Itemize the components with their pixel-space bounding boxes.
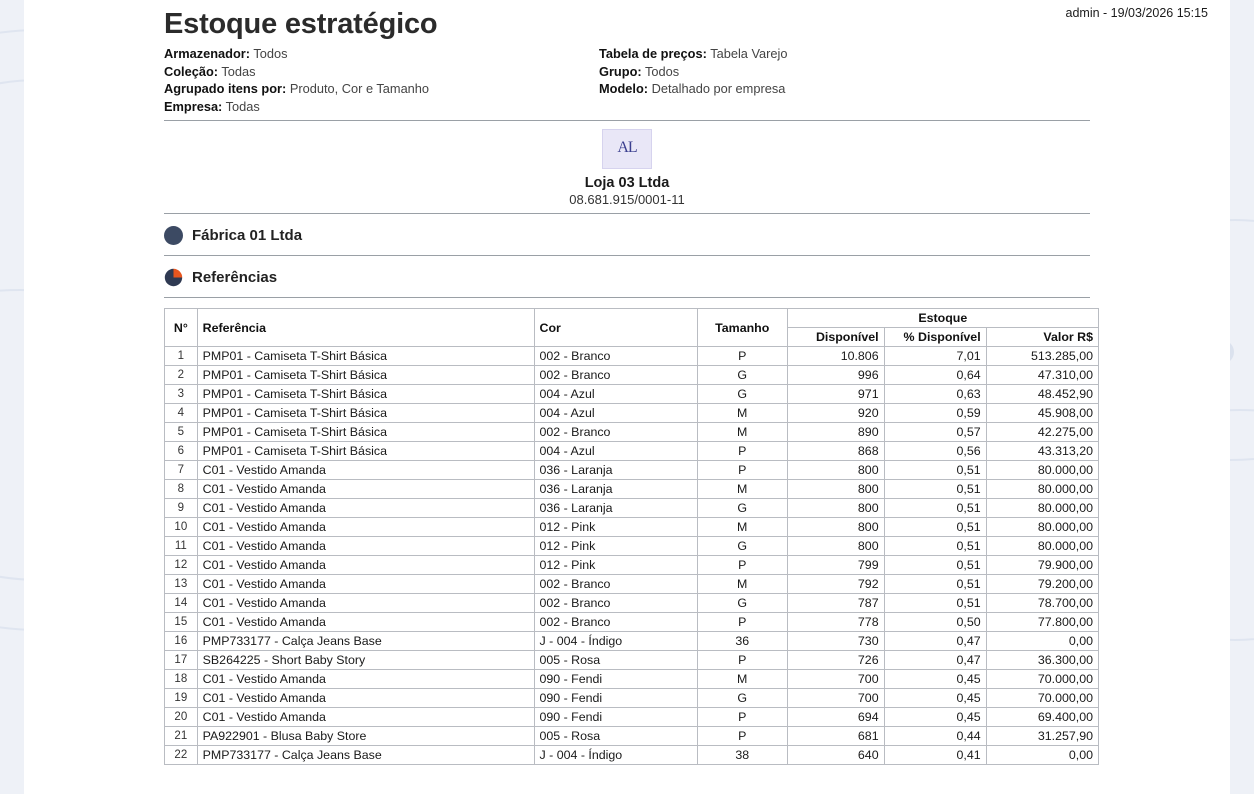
cell-valor: 513.285,00 bbox=[986, 347, 1098, 366]
cell-cor: 036 - Laranja bbox=[534, 461, 697, 480]
page-title: Estoque estratégico bbox=[164, 8, 438, 40]
table-row bbox=[165, 670, 1099, 689]
cell-valor: 77.800,00 bbox=[986, 613, 1098, 632]
cell-disponivel: 800 bbox=[787, 499, 884, 518]
company-document: 08.681.915/0001-11 bbox=[569, 192, 685, 207]
cell-disponivel: 971 bbox=[787, 385, 884, 404]
report-parameters bbox=[164, 45, 1206, 115]
cell-valor: 78.700,00 bbox=[986, 594, 1098, 613]
cell-referencia: C01 - Vestido Amanda bbox=[197, 556, 534, 575]
cell-disponivel: 792 bbox=[787, 575, 884, 594]
cell-percent-disponivel: 0,51 bbox=[884, 575, 986, 594]
cell-cor: 004 - Azul bbox=[534, 442, 697, 461]
table-row bbox=[165, 366, 1099, 385]
cell-tamanho: M bbox=[697, 423, 787, 442]
cell-cor: 002 - Branco bbox=[534, 575, 697, 594]
cell-tamanho: M bbox=[697, 575, 787, 594]
cell-referencia: C01 - Vestido Amanda bbox=[197, 708, 534, 727]
cell-valor: 31.257,90 bbox=[986, 727, 1098, 746]
cell-numero: 16 bbox=[165, 632, 198, 651]
cell-cor: 036 - Laranja bbox=[534, 499, 697, 518]
cell-tamanho: G bbox=[697, 366, 787, 385]
cell-tamanho: P bbox=[697, 461, 787, 480]
parameter-label: Coleção: bbox=[164, 63, 219, 79]
cell-disponivel: 800 bbox=[787, 537, 884, 556]
table-row bbox=[165, 594, 1099, 613]
cell-percent-disponivel: 0,63 bbox=[884, 385, 986, 404]
cell-referencia: C01 - Vestido Amanda bbox=[197, 670, 534, 689]
cell-tamanho: 36 bbox=[697, 632, 787, 651]
pie-chart-icon bbox=[164, 268, 183, 287]
cell-numero: 5 bbox=[165, 423, 198, 442]
cell-percent-disponivel: 0,51 bbox=[884, 518, 986, 537]
parameter-label: Tabela de preços: bbox=[599, 46, 707, 61]
cell-valor: 80.000,00 bbox=[986, 537, 1098, 556]
cell-percent-disponivel: 0,41 bbox=[884, 746, 986, 765]
cell-percent-disponivel: 0,57 bbox=[884, 423, 986, 442]
cell-valor: 80.000,00 bbox=[986, 518, 1098, 537]
cell-disponivel: 920 bbox=[787, 404, 884, 423]
cell-percent-disponivel: 0,64 bbox=[884, 366, 986, 385]
table-row bbox=[165, 404, 1099, 423]
cell-valor: 80.000,00 bbox=[986, 480, 1098, 499]
cell-tamanho: P bbox=[697, 442, 787, 461]
cell-tamanho: M bbox=[697, 518, 787, 537]
column-header-valor: Valor R$ bbox=[986, 328, 1098, 347]
cell-disponivel: 778 bbox=[787, 613, 884, 632]
parameter-value: Tabela Varejo bbox=[710, 46, 788, 61]
cell-numero: 15 bbox=[165, 613, 198, 632]
cell-valor: 79.900,00 bbox=[986, 556, 1098, 575]
cell-cor: 002 - Branco bbox=[534, 594, 697, 613]
cell-referencia: PMP01 - Camiseta T-Shirt Básica bbox=[197, 347, 534, 366]
cell-cor: 012 - Pink bbox=[534, 518, 697, 537]
table-row bbox=[165, 727, 1099, 746]
cell-percent-disponivel: 0,47 bbox=[884, 632, 986, 651]
company-name: Loja 03 Ltda bbox=[584, 175, 670, 191]
cell-numero: 10 bbox=[165, 518, 198, 537]
cell-referencia: PMP01 - Camiseta T-Shirt Básica bbox=[197, 442, 534, 461]
cell-numero: 8 bbox=[165, 480, 198, 499]
cell-percent-disponivel: 0,50 bbox=[884, 613, 986, 632]
cell-referencia: C01 - Vestido Amanda bbox=[197, 499, 534, 518]
cell-cor: 012 - Pink bbox=[534, 556, 697, 575]
cell-cor: J - 004 - Índigo bbox=[534, 632, 697, 651]
parameter-value: Todas bbox=[221, 63, 256, 79]
parameter-modelo bbox=[599, 80, 1019, 98]
cell-disponivel: 800 bbox=[787, 461, 884, 480]
cell-tamanho: P bbox=[697, 708, 787, 727]
parameter-label: Empresa: bbox=[164, 98, 223, 114]
cell-tamanho: M bbox=[697, 480, 787, 499]
table-body bbox=[165, 347, 1099, 765]
cell-valor: 80.000,00 bbox=[986, 461, 1098, 480]
cell-referencia: PMP01 - Camiseta T-Shirt Básica bbox=[197, 423, 534, 442]
circle-icon bbox=[164, 226, 183, 245]
cell-tamanho: P bbox=[697, 613, 787, 632]
column-header-referencia: Referência bbox=[197, 309, 534, 347]
table-row bbox=[165, 537, 1099, 556]
cell-disponivel: 700 bbox=[787, 689, 884, 708]
cell-cor: 002 - Branco bbox=[534, 347, 697, 366]
cell-valor: 70.000,00 bbox=[986, 670, 1098, 689]
company-logo bbox=[602, 129, 652, 169]
cell-numero: 9 bbox=[165, 499, 198, 518]
cell-valor: 0,00 bbox=[986, 746, 1098, 765]
column-header-tamanho: Tamanho bbox=[697, 309, 787, 347]
cell-referencia: C01 - Vestido Amanda bbox=[197, 461, 534, 480]
cell-percent-disponivel: 0,47 bbox=[884, 651, 986, 670]
cell-numero: 6 bbox=[165, 442, 198, 461]
cell-referencia: PMP01 - Camiseta T-Shirt Básica bbox=[197, 385, 534, 404]
table-row bbox=[165, 746, 1099, 765]
cell-cor: 012 - Pink bbox=[534, 537, 697, 556]
table-row bbox=[165, 575, 1099, 594]
stock-table bbox=[164, 308, 1099, 765]
cell-disponivel: 800 bbox=[787, 480, 884, 499]
column-header-cor: Cor bbox=[534, 309, 697, 347]
parameter-tabela-de-precos bbox=[599, 45, 1019, 63]
cell-referencia: C01 - Vestido Amanda bbox=[197, 518, 534, 537]
cell-percent-disponivel: 0,51 bbox=[884, 461, 986, 480]
cell-numero: 13 bbox=[165, 575, 198, 594]
cell-numero: 19 bbox=[165, 689, 198, 708]
cell-percent-disponivel: 7,01 bbox=[884, 347, 986, 366]
cell-valor: 43.313,20 bbox=[986, 442, 1098, 461]
table-row bbox=[165, 499, 1099, 518]
cell-percent-disponivel: 0,51 bbox=[884, 537, 986, 556]
column-group-header-estoque: Estoque bbox=[787, 309, 1098, 328]
cell-percent-disponivel: 0,45 bbox=[884, 689, 986, 708]
cell-referencia: SB264225 - Short Baby Story bbox=[197, 651, 534, 670]
section-divider-2 bbox=[164, 297, 1090, 298]
parameter-value: Produto, Cor e Tamanho bbox=[289, 81, 430, 96]
stock-table-container bbox=[164, 308, 1093, 765]
cell-disponivel: 700 bbox=[787, 670, 884, 689]
cell-cor: 005 - Rosa bbox=[534, 727, 697, 746]
cell-cor: J - 004 - Índigo bbox=[534, 746, 697, 765]
table-header-group-row bbox=[165, 309, 1099, 328]
cell-referencia: PMP733177 - Calça Jeans Base bbox=[197, 632, 534, 651]
cell-valor: 79.200,00 bbox=[986, 575, 1098, 594]
cell-disponivel: 800 bbox=[787, 518, 884, 537]
cell-percent-disponivel: 0,45 bbox=[884, 708, 986, 727]
parameter-colecao bbox=[164, 63, 599, 81]
cell-disponivel: 868 bbox=[787, 442, 884, 461]
parameters-right-column bbox=[599, 45, 1019, 115]
cell-valor: 0,00 bbox=[986, 632, 1098, 651]
cell-referencia: PMP733177 - Calça Jeans Base bbox=[197, 746, 534, 765]
cell-referencia: PMP01 - Camiseta T-Shirt Básica bbox=[197, 404, 534, 423]
parameter-value: Todas bbox=[225, 98, 260, 114]
cell-percent-disponivel: 0,45 bbox=[884, 670, 986, 689]
cell-tamanho: P bbox=[697, 556, 787, 575]
table-row bbox=[165, 613, 1099, 632]
cell-cor: 090 - Fendi bbox=[534, 708, 697, 727]
parameter-agrupado-itens-por bbox=[164, 80, 599, 98]
cell-valor: 36.300,00 bbox=[986, 651, 1098, 670]
cell-tamanho: G bbox=[697, 385, 787, 404]
cell-numero: 18 bbox=[165, 670, 198, 689]
company-block bbox=[164, 121, 1090, 209]
cell-tamanho: G bbox=[697, 499, 787, 518]
cell-numero: 1 bbox=[165, 347, 198, 366]
cell-tamanho: G bbox=[697, 594, 787, 613]
cell-valor: 70.000,00 bbox=[986, 689, 1098, 708]
cell-tamanho: M bbox=[697, 670, 787, 689]
cell-referencia: C01 - Vestido Amanda bbox=[197, 480, 534, 499]
cell-numero: 14 bbox=[165, 594, 198, 613]
cell-percent-disponivel: 0,59 bbox=[884, 404, 986, 423]
logo-text: AL bbox=[617, 139, 637, 156]
parameter-armazenador bbox=[164, 45, 599, 63]
parameter-value: Detalhado por empresa bbox=[651, 81, 786, 96]
table-row bbox=[165, 632, 1099, 651]
section-fabrica bbox=[164, 214, 1090, 255]
cell-tamanho: G bbox=[697, 689, 787, 708]
cell-cor: 090 - Fendi bbox=[534, 670, 697, 689]
cell-percent-disponivel: 0,44 bbox=[884, 727, 986, 746]
table-row bbox=[165, 442, 1099, 461]
cell-referencia: PA922901 - Blusa Baby Store bbox=[197, 727, 534, 746]
parameter-value: Todos bbox=[253, 46, 288, 61]
user-timestamp: admin - 19/03/2026 15:15 bbox=[1065, 6, 1208, 20]
cell-tamanho: P bbox=[697, 727, 787, 746]
cell-referencia: C01 - Vestido Amanda bbox=[197, 537, 534, 556]
table-row bbox=[165, 423, 1099, 442]
cell-cor: 090 - Fendi bbox=[534, 689, 697, 708]
cell-numero: 12 bbox=[165, 556, 198, 575]
cell-cor: 002 - Branco bbox=[534, 613, 697, 632]
cell-disponivel: 996 bbox=[787, 366, 884, 385]
parameter-label: Agrupado itens por: bbox=[164, 81, 287, 96]
cell-percent-disponivel: 0,51 bbox=[884, 480, 986, 499]
cell-numero: 22 bbox=[165, 746, 198, 765]
table-head bbox=[165, 309, 1099, 347]
section-referencias bbox=[164, 256, 1090, 297]
cell-percent-disponivel: 0,56 bbox=[884, 442, 986, 461]
parameter-label: Armazenador: bbox=[164, 46, 251, 61]
cell-valor: 47.310,00 bbox=[986, 366, 1098, 385]
cell-percent-disponivel: 0,51 bbox=[884, 556, 986, 575]
cell-valor: 48.452,90 bbox=[986, 385, 1098, 404]
cell-valor: 45.908,00 bbox=[986, 404, 1098, 423]
cell-percent-disponivel: 0,51 bbox=[884, 594, 986, 613]
cell-tamanho: M bbox=[697, 404, 787, 423]
cell-disponivel: 730 bbox=[787, 632, 884, 651]
cell-numero: 3 bbox=[165, 385, 198, 404]
cell-disponivel: 890 bbox=[787, 423, 884, 442]
column-header-numero: N° bbox=[165, 309, 198, 347]
section-title: Fábrica 01 Ltda bbox=[192, 227, 303, 244]
cell-cor: 005 - Rosa bbox=[534, 651, 697, 670]
table-row bbox=[165, 651, 1099, 670]
cell-numero: 2 bbox=[165, 366, 198, 385]
cell-cor: 004 - Azul bbox=[534, 385, 697, 404]
cell-disponivel: 694 bbox=[787, 708, 884, 727]
parameter-value: Todos bbox=[644, 63, 680, 79]
table-row bbox=[165, 385, 1099, 404]
parameters-left-column bbox=[164, 45, 599, 115]
parameter-label: Grupo: bbox=[599, 63, 642, 79]
cell-tamanho: P bbox=[697, 347, 787, 366]
cell-disponivel: 787 bbox=[787, 594, 884, 613]
cell-cor: 036 - Laranja bbox=[534, 480, 697, 499]
cell-disponivel: 640 bbox=[787, 746, 884, 765]
cell-numero: 20 bbox=[165, 708, 198, 727]
column-header-disponivel: Disponível bbox=[787, 328, 884, 347]
parameter-label: Modelo: bbox=[599, 81, 649, 96]
cell-referencia: C01 - Vestido Amanda bbox=[197, 594, 534, 613]
table-row bbox=[165, 708, 1099, 727]
table-row bbox=[165, 518, 1099, 537]
cell-tamanho: G bbox=[697, 537, 787, 556]
cell-referencia: C01 - Vestido Amanda bbox=[197, 613, 534, 632]
report-page bbox=[24, 0, 1230, 794]
cell-cor: 004 - Azul bbox=[534, 404, 697, 423]
cell-disponivel: 799 bbox=[787, 556, 884, 575]
parameter-grupo bbox=[599, 63, 1019, 81]
report-header bbox=[24, 0, 1230, 115]
cell-referencia: PMP01 - Camiseta T-Shirt Básica bbox=[197, 366, 534, 385]
cell-valor: 80.000,00 bbox=[986, 499, 1098, 518]
cell-disponivel: 681 bbox=[787, 727, 884, 746]
table-row bbox=[165, 461, 1099, 480]
cell-cor: 002 - Branco bbox=[534, 423, 697, 442]
cell-disponivel: 10.806 bbox=[787, 347, 884, 366]
cell-referencia: C01 - Vestido Amanda bbox=[197, 689, 534, 708]
cell-referencia: C01 - Vestido Amanda bbox=[197, 575, 534, 594]
cell-numero: 21 bbox=[165, 727, 198, 746]
table-row bbox=[165, 480, 1099, 499]
cell-valor: 42.275,00 bbox=[986, 423, 1098, 442]
cell-numero: 17 bbox=[165, 651, 198, 670]
section-title: Referências bbox=[192, 269, 278, 286]
cell-percent-disponivel: 0,51 bbox=[884, 499, 986, 518]
cell-cor: 002 - Branco bbox=[534, 366, 697, 385]
cell-valor: 69.400,00 bbox=[986, 708, 1098, 727]
cell-numero: 7 bbox=[165, 461, 198, 480]
cell-numero: 4 bbox=[165, 404, 198, 423]
table-row bbox=[165, 347, 1099, 366]
cell-disponivel: 726 bbox=[787, 651, 884, 670]
column-header-percent-disponivel: % Disponível bbox=[884, 328, 986, 347]
table-row bbox=[165, 689, 1099, 708]
cell-numero: 11 bbox=[165, 537, 198, 556]
parameter-empresa bbox=[164, 98, 599, 116]
table-row bbox=[165, 556, 1099, 575]
cell-tamanho: P bbox=[697, 651, 787, 670]
cell-tamanho: 38 bbox=[697, 746, 787, 765]
